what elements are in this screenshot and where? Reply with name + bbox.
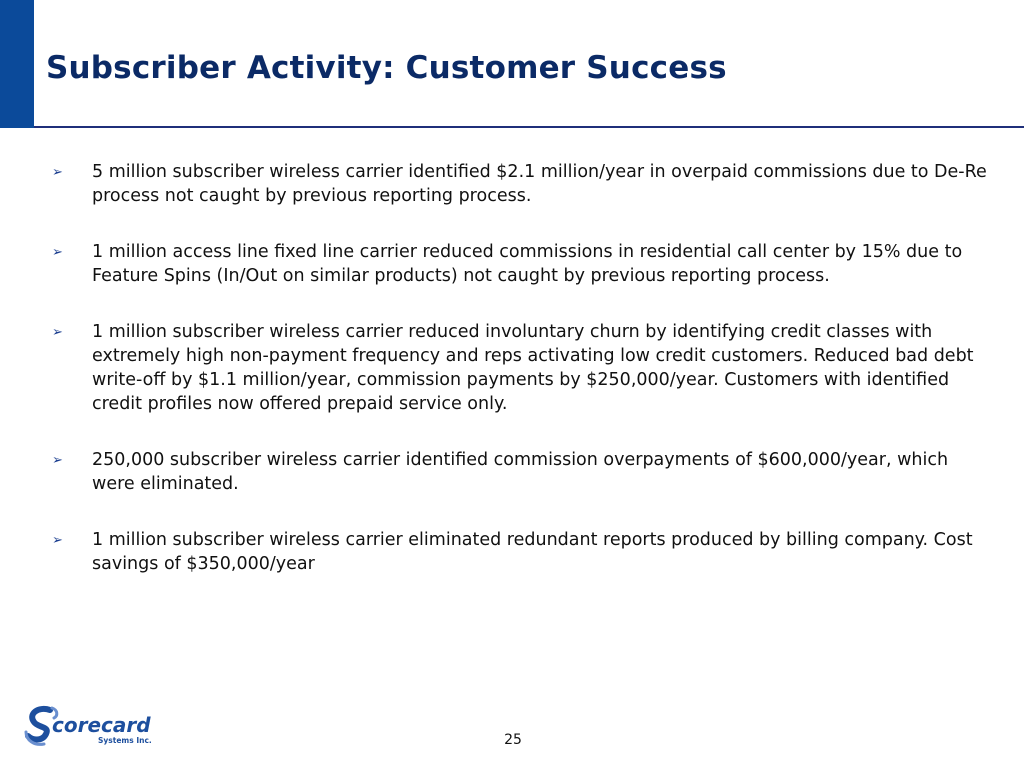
- accent-bar: [0, 0, 34, 128]
- arrowhead-bullet-icon: ➢: [52, 533, 63, 548]
- arrowhead-bullet-icon: ➢: [52, 245, 63, 260]
- bullet-text: 5 million subscriber wireless carrier identified $2.1 million/year in overpaid commissions due to De-Re process not caught by previous reporting process.: [92, 162, 987, 206]
- arrowhead-bullet-icon: ➢: [52, 453, 63, 468]
- slide-title: Subscriber Activity: Customer Success: [46, 50, 727, 86]
- arrowhead-bullet-icon: ➢: [52, 325, 63, 340]
- logo-tagline: Systems Inc.: [98, 736, 152, 745]
- scorecard-systems-logo: [24, 702, 156, 750]
- bullet-list: [52, 160, 992, 608]
- arrowhead-bullet-icon: ➢: [52, 165, 63, 180]
- bullet-text: 1 million subscriber wireless carrier reduced involuntary churn by identifying credit classes with extremely high non-payment frequency and reps activating low credit customers. Reduced bad debt write-off by $1.1 million/year, commission payments by $250,000/year. Customers with identified credit profiles now offered prepaid service only.: [92, 322, 974, 414]
- bullet-item: [52, 528, 992, 576]
- bullet-item: [52, 448, 992, 496]
- bullet-item: [52, 320, 992, 416]
- bullet-text: 1 million subscriber wireless carrier eliminated redundant reports produced by billing company. Cost savings of $350,000/year: [92, 530, 973, 574]
- logo-wordmark: corecard: [52, 713, 151, 737]
- bullet-item: [52, 240, 992, 288]
- bullet-item: [52, 160, 992, 208]
- bullet-text: 250,000 subscriber wireless carrier identified commission overpayments of $600,000/year, which were eliminated.: [92, 450, 949, 494]
- logo-icon: [24, 702, 156, 750]
- bullet-text: 1 million access line fixed line carrier reduced commissions in residential call center by 15% due to Feature Spins (In/Out on similar products) not caught by previous reporting process.: [92, 242, 963, 286]
- page-number: 25: [504, 732, 522, 748]
- title-divider: [34, 126, 1024, 128]
